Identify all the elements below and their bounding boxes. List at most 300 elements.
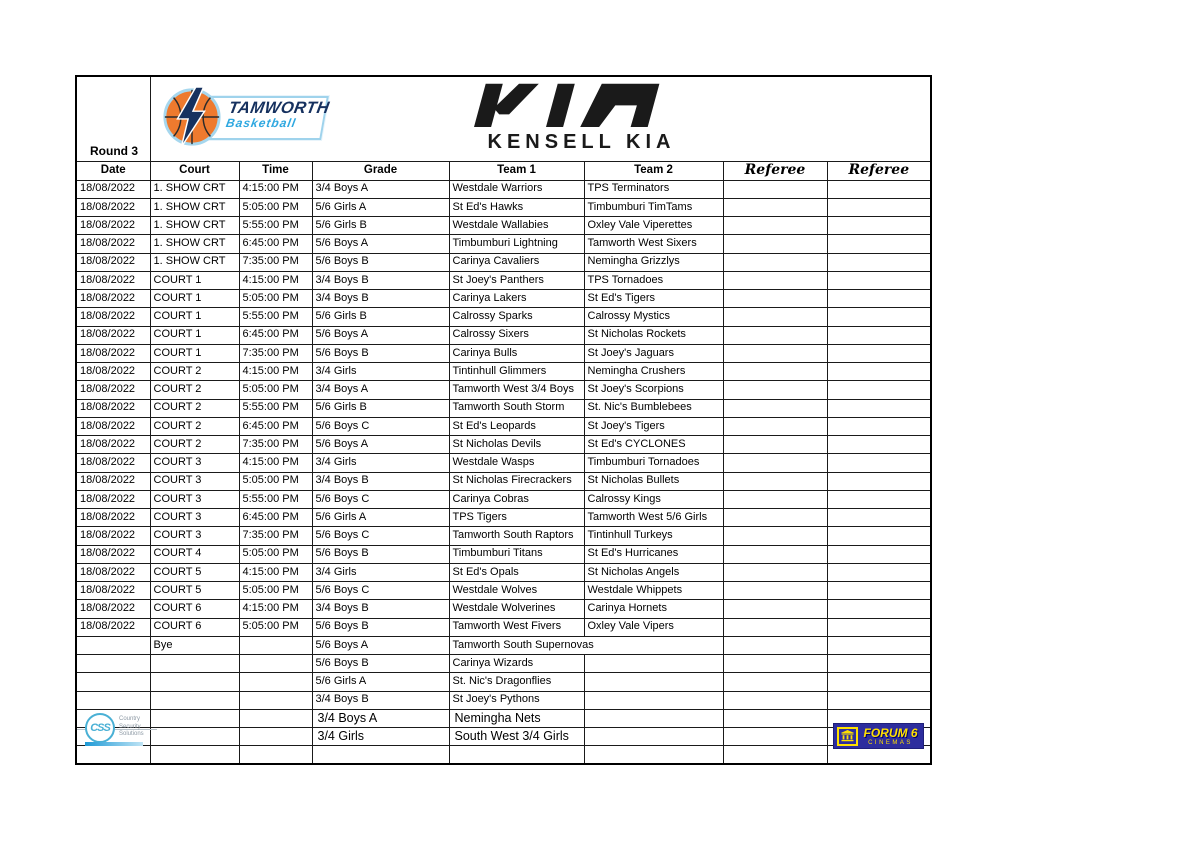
cell-date: 18/08/2022 [76, 417, 150, 435]
cell-court: COURT 1 [150, 271, 239, 289]
forum6-text [861, 727, 920, 746]
cell-date: 18/08/2022 [76, 472, 150, 490]
cell-date: 18/08/2022 [76, 490, 150, 508]
cell-time: 6:45:00 PM [239, 509, 312, 527]
css-logo-underline [85, 742, 143, 746]
cell-date: 18/08/2022 [76, 600, 150, 618]
cell-referee-2 [827, 217, 931, 235]
cell-team1: Timbumburi Titans [449, 545, 584, 563]
cell-date: 18/08/2022 [76, 198, 150, 216]
cell-referee-2 [827, 618, 931, 636]
cell-grade: 5/6 Boys B [312, 344, 449, 362]
cell-time: 7:35:00 PM [239, 253, 312, 271]
cell-team1: St Ed's Hawks [449, 198, 584, 216]
cell-referee-1 [723, 490, 827, 508]
cell-court: COURT 5 [150, 582, 239, 600]
cell-referee-1 [723, 636, 827, 654]
cell-team2: Timbumburi TimTams [584, 198, 723, 216]
cell-court: 1. SHOW CRT [150, 253, 239, 271]
cell-referee-2 [827, 436, 931, 454]
cell-time [239, 709, 312, 727]
cell-court [150, 691, 239, 709]
cell-grade: 3/4 Boys A [312, 381, 449, 399]
cell-court [150, 728, 239, 746]
cell-date: 18/08/2022 [76, 308, 150, 326]
cell-team1: Westdale Wolverines [449, 600, 584, 618]
cell-team2: Tintinhull Turkeys [584, 527, 723, 545]
cell-referee-2 [827, 454, 931, 472]
table-row [76, 472, 931, 490]
cell-court: COURT 2 [150, 381, 239, 399]
cell-referee-1 [723, 344, 827, 362]
cell-referee-1 [723, 308, 827, 326]
cell-court: 1. SHOW CRT [150, 217, 239, 235]
table-row [76, 436, 931, 454]
cell-referee-1 [723, 271, 827, 289]
cell-referee-1 [723, 235, 827, 253]
table-row [76, 709, 931, 727]
round-label: Round 3 [76, 76, 150, 161]
cell-referee-2 [827, 582, 931, 600]
cell-time: 7:35:00 PM [239, 436, 312, 454]
cell-grade: 5/6 Boys B [312, 618, 449, 636]
cell-grade: 3/4 Boys B [312, 271, 449, 289]
cell-time: 7:35:00 PM [239, 527, 312, 545]
cell-date [76, 746, 150, 764]
cell-referee-1 [723, 290, 827, 308]
cell-team2: Oxley Vale Viperettes [584, 217, 723, 235]
schedule-sheet [75, 75, 930, 765]
cell-referee-1 [723, 709, 827, 727]
cell-grade: 3/4 Girls [312, 454, 449, 472]
cell-team1: Westdale Wolves [449, 582, 584, 600]
cell-grade: 3/4 Girls [312, 363, 449, 381]
cell-team2: TPS Terminators [584, 180, 723, 198]
cell-team2: Nemingha Grizzlys [584, 253, 723, 271]
cell-court: COURT 3 [150, 472, 239, 490]
cell-date: 18/08/2022 [76, 217, 150, 235]
cell-team1: Nemingha Nets [449, 709, 584, 727]
cell-time: 5:55:00 PM [239, 308, 312, 326]
table-row [76, 582, 931, 600]
cell-grade: 5/6 Boys B [312, 253, 449, 271]
cell-team2: St. Nic's Bumblebees [584, 399, 723, 417]
cell-time: 6:45:00 PM [239, 417, 312, 435]
table-row [76, 728, 931, 746]
cell-team1: St Ed's Opals [449, 563, 584, 581]
cell-grade: 5/6 Boys C [312, 527, 449, 545]
table-row [76, 198, 931, 216]
cell-team1 [449, 746, 584, 764]
cell-grade [312, 746, 449, 764]
cell-grade: 3/4 Boys B [312, 472, 449, 490]
cell-team1: Carinya Lakers [449, 290, 584, 308]
cell-time: 5:05:00 PM [239, 618, 312, 636]
cell-grade: 5/6 Girls B [312, 217, 449, 235]
cell-time: 6:45:00 PM [239, 326, 312, 344]
col-header-referee-1: Referee [723, 161, 827, 180]
column-header-row [76, 161, 931, 180]
cell-team2 [584, 655, 723, 673]
cell-date: 18/08/2022 [76, 545, 150, 563]
cell-grade: 3/4 Girls [312, 728, 449, 746]
cell-referee-2 [827, 253, 931, 271]
col-header-date: Date [76, 161, 150, 180]
col-header-referee-2: Referee [827, 161, 931, 180]
cell-court [150, 746, 239, 764]
cell-referee-2 [827, 545, 931, 563]
cell-grade: 3/4 Boys B [312, 600, 449, 618]
table-row [76, 290, 931, 308]
cell-team2: St Joey's Jaguars [584, 344, 723, 362]
col-header-team1: Team 1 [449, 161, 584, 180]
cell-referee-1 [723, 600, 827, 618]
table-row [76, 655, 931, 673]
cell-team1: Calrossy Sparks [449, 308, 584, 326]
cell-time: 5:05:00 PM [239, 290, 312, 308]
cell-team2: St Joey's Tigers [584, 417, 723, 435]
table-row [76, 363, 931, 381]
cell-referee-2 [827, 308, 931, 326]
css-logo-circle: CSS [85, 713, 115, 743]
cell-time: 5:05:00 PM [239, 381, 312, 399]
cell-referee-2 [827, 563, 931, 581]
forum6-cinemas-logo [833, 723, 924, 749]
cell-grade: 5/6 Girls A [312, 198, 449, 216]
cell-referee-1 [723, 253, 827, 271]
cell-date [76, 673, 150, 691]
table-row [76, 746, 931, 764]
cell-referee-2 [827, 180, 931, 198]
table-row [76, 527, 931, 545]
banner-cell [150, 76, 931, 161]
cell-time: 5:05:00 PM [239, 582, 312, 600]
cell-team2: Nemingha Crushers [584, 363, 723, 381]
cell-date: 18/08/2022 [76, 563, 150, 581]
cell-time: 5:55:00 PM [239, 217, 312, 235]
table-row [76, 490, 931, 508]
cell-date [76, 636, 150, 654]
table-row [76, 271, 931, 289]
table-row [76, 618, 931, 636]
cell-team2: St Ed's CYCLONES [584, 436, 723, 454]
cell-team1: Calrossy Sixers [449, 326, 584, 344]
cell-date: 18/08/2022 [76, 235, 150, 253]
cell-referee-2 [827, 399, 931, 417]
cell-court: COURT 6 [150, 618, 239, 636]
cell-team1: St Joey's Pythons [449, 691, 584, 709]
banner-row [76, 76, 931, 161]
cell-court: 1. SHOW CRT [150, 198, 239, 216]
cell-team1: Westdale Warriors [449, 180, 584, 198]
cell-team2 [584, 746, 723, 764]
schedule-body [76, 180, 931, 764]
cell-referee-2 [827, 235, 931, 253]
cell-grade: 3/4 Boys A [312, 709, 449, 727]
cell-grade: 5/6 Girls A [312, 509, 449, 527]
cell-referee-2 [827, 363, 931, 381]
cell-team2: Oxley Vale Vipers [584, 618, 723, 636]
schedule-table [75, 75, 932, 765]
cell-team1: St Joey's Panthers [449, 271, 584, 289]
cell-court: COURT 2 [150, 399, 239, 417]
cell-grade: 5/6 Boys B [312, 545, 449, 563]
cell-date: 18/08/2022 [76, 527, 150, 545]
table-row [76, 180, 931, 198]
cell-court: COURT 5 [150, 563, 239, 581]
cell-team1: Carinya Cavaliers [449, 253, 584, 271]
col-header-team2: Team 2 [584, 161, 723, 180]
cell-referee-1 [723, 527, 827, 545]
cell-team2: Tamworth West 5/6 Girls [584, 509, 723, 527]
cell-referee-2 [827, 691, 931, 709]
cell-referee-1 [723, 326, 827, 344]
cell-referee-1 [723, 655, 827, 673]
cell-team1: TPS Tigers [449, 509, 584, 527]
kia-logo-icon [474, 82, 690, 127]
css-logo-words [119, 716, 144, 739]
cell-team2: Calrossy Mystics [584, 308, 723, 326]
cell-grade: 3/4 Boys B [312, 691, 449, 709]
cell-referee-1 [723, 217, 827, 235]
cell-date: 18/08/2022 [76, 253, 150, 271]
tamworth-basketball-logo [161, 84, 336, 154]
cell-grade: 5/6 Boys A [312, 235, 449, 253]
cell-time: 6:45:00 PM [239, 235, 312, 253]
table-row [76, 235, 931, 253]
forum6-building-icon [837, 727, 858, 746]
table-row [76, 454, 931, 472]
cell-referee-2 [827, 381, 931, 399]
css-word-3: Solutions [119, 731, 144, 737]
cell-court: COURT 2 [150, 417, 239, 435]
cell-team2: St Nicholas Rockets [584, 326, 723, 344]
cell-referee-1 [723, 728, 827, 746]
cell-grade: 3/4 Boys A [312, 180, 449, 198]
table-row [76, 326, 931, 344]
table-row [76, 691, 931, 709]
cell-team1: Tamworth South Raptors [449, 527, 584, 545]
cell-court: Bye [150, 636, 239, 654]
cell-team2: Timbumburi Tornadoes [584, 454, 723, 472]
cell-referee-2 [827, 290, 931, 308]
cell-time [239, 636, 312, 654]
cell-time: 4:15:00 PM [239, 271, 312, 289]
cell-referee-1 [723, 399, 827, 417]
cell-court [150, 709, 239, 727]
cell-time [239, 691, 312, 709]
cell-referee-2 [827, 527, 931, 545]
cell-referee-1 [723, 417, 827, 435]
table-row [76, 381, 931, 399]
cell-grade: 5/6 Boys A [312, 326, 449, 344]
cell-grade: 5/6 Boys A [312, 636, 449, 654]
table-row [76, 600, 931, 618]
table-row [76, 673, 931, 691]
table-row [76, 545, 931, 563]
cell-time: 4:15:00 PM [239, 600, 312, 618]
cell-team2: St Joey's Scorpions [584, 381, 723, 399]
table-row [76, 509, 931, 527]
cell-team2: Calrossy Kings [584, 490, 723, 508]
cell-time [239, 728, 312, 746]
cell-referee-2 [827, 636, 931, 654]
cell-court: COURT 3 [150, 490, 239, 508]
cell-grade: 3/4 Boys B [312, 290, 449, 308]
cell-date: 18/08/2022 [76, 454, 150, 472]
cell-court [150, 655, 239, 673]
cell-team2: St Ed's Hurricanes [584, 545, 723, 563]
cell-date: 18/08/2022 [76, 344, 150, 362]
cell-grade: 5/6 Boys A [312, 436, 449, 454]
cell-referee-1 [723, 472, 827, 490]
cell-referee-1 [723, 198, 827, 216]
cell-grade: 5/6 Boys C [312, 582, 449, 600]
cell-referee-1 [723, 618, 827, 636]
table-row [76, 308, 931, 326]
table-row [76, 399, 931, 417]
cell-time: 5:55:00 PM [239, 399, 312, 417]
cell-time: 7:35:00 PM [239, 344, 312, 362]
cell-team2 [584, 673, 723, 691]
kia-dealer-text: KENSELL KIA [487, 131, 676, 153]
cell-team1: South West 3/4 Girls [449, 728, 584, 746]
cell-time: 4:15:00 PM [239, 454, 312, 472]
col-header-court: Court [150, 161, 239, 180]
cell-team1: Westdale Wallabies [449, 217, 584, 235]
cell-time [239, 655, 312, 673]
tamworth-logo-name: TAMWORTH [226, 99, 331, 117]
cell-team1: Carinya Wizards [449, 655, 584, 673]
cell-date: 18/08/2022 [76, 271, 150, 289]
cell-team2 [584, 691, 723, 709]
cell-referee-1 [723, 454, 827, 472]
forum6-subtitle: CINEMAS [868, 739, 913, 746]
cell-time: 4:15:00 PM [239, 363, 312, 381]
cell-team1: St Nicholas Firecrackers [449, 472, 584, 490]
cell-referee-2 [827, 509, 931, 527]
cell-referee-2 [827, 490, 931, 508]
cell-date: 18/08/2022 [76, 618, 150, 636]
css-word-1: Country [119, 716, 141, 722]
basketball-lightning-icon [161, 86, 223, 148]
cell-team2 [584, 709, 723, 727]
table-row [76, 563, 931, 581]
cell-referee-1 [723, 509, 827, 527]
cell-referee-1 [723, 180, 827, 198]
cell-court: 1. SHOW CRT [150, 180, 239, 198]
cell-referee-1 [723, 582, 827, 600]
col-header-grade: Grade [312, 161, 449, 180]
cell-team2: Westdale Whippets [584, 582, 723, 600]
cell-court: COURT 3 [150, 509, 239, 527]
cell-referee-1 [723, 691, 827, 709]
cell-court: COURT 1 [150, 290, 239, 308]
cell-grade: 5/6 Girls B [312, 308, 449, 326]
cell-court: COURT 2 [150, 436, 239, 454]
cell-referee-2 [827, 472, 931, 490]
cell-grade: 5/6 Girls A [312, 673, 449, 691]
cell-team2: TPS Tornadoes [584, 271, 723, 289]
table-row [76, 344, 931, 362]
css-word-2: Security [119, 723, 141, 730]
cell-court: COURT 6 [150, 600, 239, 618]
cell-date [76, 691, 150, 709]
cell-grade: 5/6 Boys B [312, 655, 449, 673]
cell-team1: Carinya Cobras [449, 490, 584, 508]
cell-time: 5:05:00 PM [239, 198, 312, 216]
cell-court: COURT 1 [150, 308, 239, 326]
tamworth-logo-sub: Basketball [224, 116, 297, 131]
cell-referee-1 [723, 363, 827, 381]
cell-team1: Westdale Wasps [449, 454, 584, 472]
cell-time: 4:15:00 PM [239, 180, 312, 198]
cell-team1: St Nicholas Devils [449, 436, 584, 454]
cell-date: 18/08/2022 [76, 399, 150, 417]
cell-date: 18/08/2022 [76, 363, 150, 381]
cell-court: COURT 1 [150, 326, 239, 344]
cell-referee-2 [827, 673, 931, 691]
cell-time: 4:15:00 PM [239, 563, 312, 581]
cell-referee-1 [723, 545, 827, 563]
cell-court: COURT 1 [150, 344, 239, 362]
cell-time [239, 673, 312, 691]
cell-date: 18/08/2022 [76, 326, 150, 344]
cell-team1: Tamworth South Storm [449, 399, 584, 417]
cell-time: 5:05:00 PM [239, 472, 312, 490]
cell-team1: Tintinhull Glimmers [449, 363, 584, 381]
cell-team2 [584, 728, 723, 746]
cell-team1: Tamworth South Supernovas [449, 636, 723, 654]
cell-team2: St Nicholas Angels [584, 563, 723, 581]
cell-time: 5:55:00 PM [239, 490, 312, 508]
cell-date: 18/08/2022 [76, 436, 150, 454]
table-row [76, 253, 931, 271]
cell-team2: Carinya Hornets [584, 600, 723, 618]
cell-referee-2 [827, 198, 931, 216]
cell-date [76, 655, 150, 673]
cell-referee-2 [827, 326, 931, 344]
cell-court: COURT 3 [150, 527, 239, 545]
cell-team1: Timbumburi Lightning [449, 235, 584, 253]
cell-team1: Tamworth West Fivers [449, 618, 584, 636]
country-security-solutions-logo [81, 713, 153, 747]
cell-court: COURT 3 [150, 454, 239, 472]
cell-grade: 3/4 Girls [312, 563, 449, 581]
cell-court: COURT 2 [150, 363, 239, 381]
cell-referee-2 [827, 600, 931, 618]
cell-date: 18/08/2022 [76, 180, 150, 198]
cell-team2: Tamworth West Sixers [584, 235, 723, 253]
cell-referee-1 [723, 381, 827, 399]
cell-time: 5:05:00 PM [239, 545, 312, 563]
col-header-time: Time [239, 161, 312, 180]
cell-referee-1 [723, 673, 827, 691]
table-row [76, 217, 931, 235]
cell-referee-1 [723, 746, 827, 764]
cell-referee-1 [723, 436, 827, 454]
cell-referee-1 [723, 563, 827, 581]
cell-court: 1. SHOW CRT [150, 235, 239, 253]
cell-date: 18/08/2022 [76, 290, 150, 308]
kia-sponsor-banner [450, 79, 714, 155]
cell-team2: St Ed's Tigers [584, 290, 723, 308]
cell-team1: St Ed's Leopards [449, 417, 584, 435]
cell-date: 18/08/2022 [76, 381, 150, 399]
cell-time [239, 746, 312, 764]
table-row [76, 417, 931, 435]
cell-court: COURT 4 [150, 545, 239, 563]
